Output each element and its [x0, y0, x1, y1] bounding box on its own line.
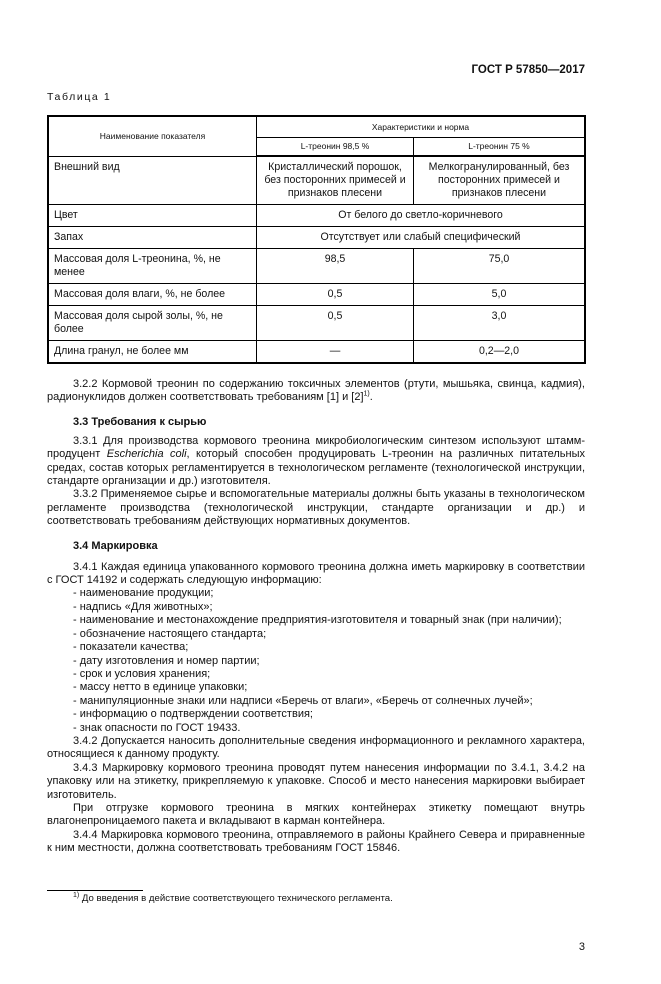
list-item: - наименование продукции;	[73, 587, 214, 600]
section-heading-3-4: 3.4 Маркировка	[73, 539, 158, 552]
paragraph-3-4-3: 3.4.3 Маркировку кормового треонина проводят путем нанесения информации по 3.4.1, 3.4.2 на упаковку или на этикетку, прикрепляемую к упаковке. Способ и место нанесения маркировки выбирает изготовитель.	[47, 761, 585, 801]
paragraph-3-4-3b: При отгрузке кормового треонина в мягких контейнерах этикетку помещают внутрь влагонепроницаемого пакета и вкладывают в карман контейнера.	[47, 801, 585, 828]
col-header-name: Наименование показателя	[48, 116, 257, 156]
list-item: - срок и условия хранения;	[73, 667, 211, 680]
col-header-b: L-треонин 75 %	[414, 138, 586, 157]
paragraph-3-4-1	[47, 561, 585, 588]
paragraph-3-4-4: 3.4.4 Маркировка кормового треонина, отправляемого в районы Крайнего Севера и приравненные к ним местности, должна соответствовать требованиям ГОСТ 15846.	[47, 828, 585, 855]
page-number: 3	[578, 940, 585, 953]
list-item: - манипуляционные знаки или надписи «Беречь от влаги», «Беречь от солнечных лучей»;	[73, 694, 533, 707]
table-row	[48, 249, 585, 284]
paragraph-3-3-2: 3.3.2 Применяемое сырье и вспомогательные материалы должны быть указаны в технологическом регламенте производства (технологической инструкции, стандарте организации и др.) и соответствовать требованиям действующих нормативных документов.	[47, 488, 585, 528]
list-item: - наименование и местонахождение предприятия-изготовителя и товарный знак (при наличии);	[73, 614, 562, 627]
footnote	[47, 893, 585, 905]
paragraphs-3-3	[47, 435, 585, 529]
paragraphs-3-4	[47, 735, 585, 856]
list-item: - надпись «Для животных»;	[73, 600, 213, 613]
cell-name: Массовая доля L-треонина, %, не менее	[48, 249, 257, 284]
col-header-group: Характеристики и норма	[257, 116, 586, 138]
cell-merged: Отсутствует или слабый специфический	[257, 227, 586, 249]
list-item: - дату изготовления и номер партии;	[73, 654, 260, 667]
list-item: - показатели качества;	[73, 641, 189, 654]
footnote-ref: 1)	[363, 390, 370, 398]
footnote-text: До введения в действие соответствующего технического регламента.	[79, 892, 393, 904]
paragraph-3-4-2: 3.4.2 Допускается наносить дополнительные сведения информационного и рекламного характера, относящиеся к данному продукту.	[47, 734, 585, 761]
cell-a: 0,5	[257, 306, 414, 341]
paragraph-end: .	[369, 391, 373, 404]
table-row	[48, 306, 585, 341]
cell-b: 75,0	[414, 249, 586, 284]
organism-name: Escherichia coli	[106, 448, 187, 461]
cell-a: Кристаллический порошок, без посторонних примесей и признаков плесени	[257, 156, 414, 205]
cell-b: 0,2—2,0	[414, 341, 586, 364]
table-row	[48, 205, 585, 227]
cell-a: 0,5	[257, 284, 414, 306]
cell-name: Внешний вид	[48, 156, 257, 205]
table-row	[48, 341, 585, 364]
cell-name: Длина гранул, не более мм	[48, 341, 257, 364]
cell-a: 98,5	[257, 249, 414, 284]
cell-b: Мелкогранулированный, без посторонних примесей и признаков плесени	[414, 156, 586, 205]
list-item: - обозначение настоящего стандарта;	[73, 627, 267, 640]
table-caption: Таблица 1	[47, 91, 112, 103]
cell-merged: От белого до светло-коричневого	[257, 205, 586, 227]
document-code: ГОСТ Р 57850—2017	[471, 64, 585, 76]
paragraph-text: 3.4.1 Каждая единица упакованного кормового треонина должна иметь маркировку в соответствии с ГОСТ 14192 и содержать следующую информацию:	[47, 560, 585, 587]
cell-a: —	[257, 341, 414, 364]
cell-name: Запах	[48, 227, 257, 249]
specs-table	[47, 115, 586, 364]
paragraph-text: 3.2.2 Кормовой треонин по содержанию токсичных элементов (ртути, мышьяка, свинца, кадмия), радионуклидов должен соответствовать требованиям [1] и [2]	[47, 378, 585, 404]
cell-b: 3,0	[414, 306, 586, 341]
paragraph-text: 3.3.1 Для производства кормового треонина микробиологическим синтезом используют штамм-продуцент	[47, 434, 585, 461]
cell-name: Массовая доля влаги, %, не более	[48, 284, 257, 306]
cell-b: 5,0	[414, 284, 586, 306]
footnote-mark: 1)	[73, 891, 80, 899]
table-row	[48, 156, 585, 205]
table-row	[48, 284, 585, 306]
section-heading-3-3: 3.3 Требования к сырью	[73, 415, 207, 428]
cell-name: Массовая доля сырой золы, %, не более	[48, 306, 257, 341]
paragraph-3-2-2	[47, 378, 585, 405]
list-item: - массу нетто в единице упаковки;	[73, 681, 248, 694]
table-row	[48, 227, 585, 249]
paragraph-text: , который способен продуцировать L-треонин на различных питательных средах, состав которых регламентируется в технологическом регламенте (технологической инструкции, стандарте организации и др.) изготовителя.	[47, 448, 585, 488]
cell-name: Цвет	[48, 205, 257, 227]
footnote-divider	[47, 890, 143, 891]
col-header-a: L-треонин 98,5 %	[257, 138, 414, 157]
marking-list	[47, 587, 585, 734]
list-item: - знак опасности по ГОСТ 19433.	[73, 721, 241, 734]
list-item: - информацию о подтверждении соответствия;	[73, 708, 313, 721]
